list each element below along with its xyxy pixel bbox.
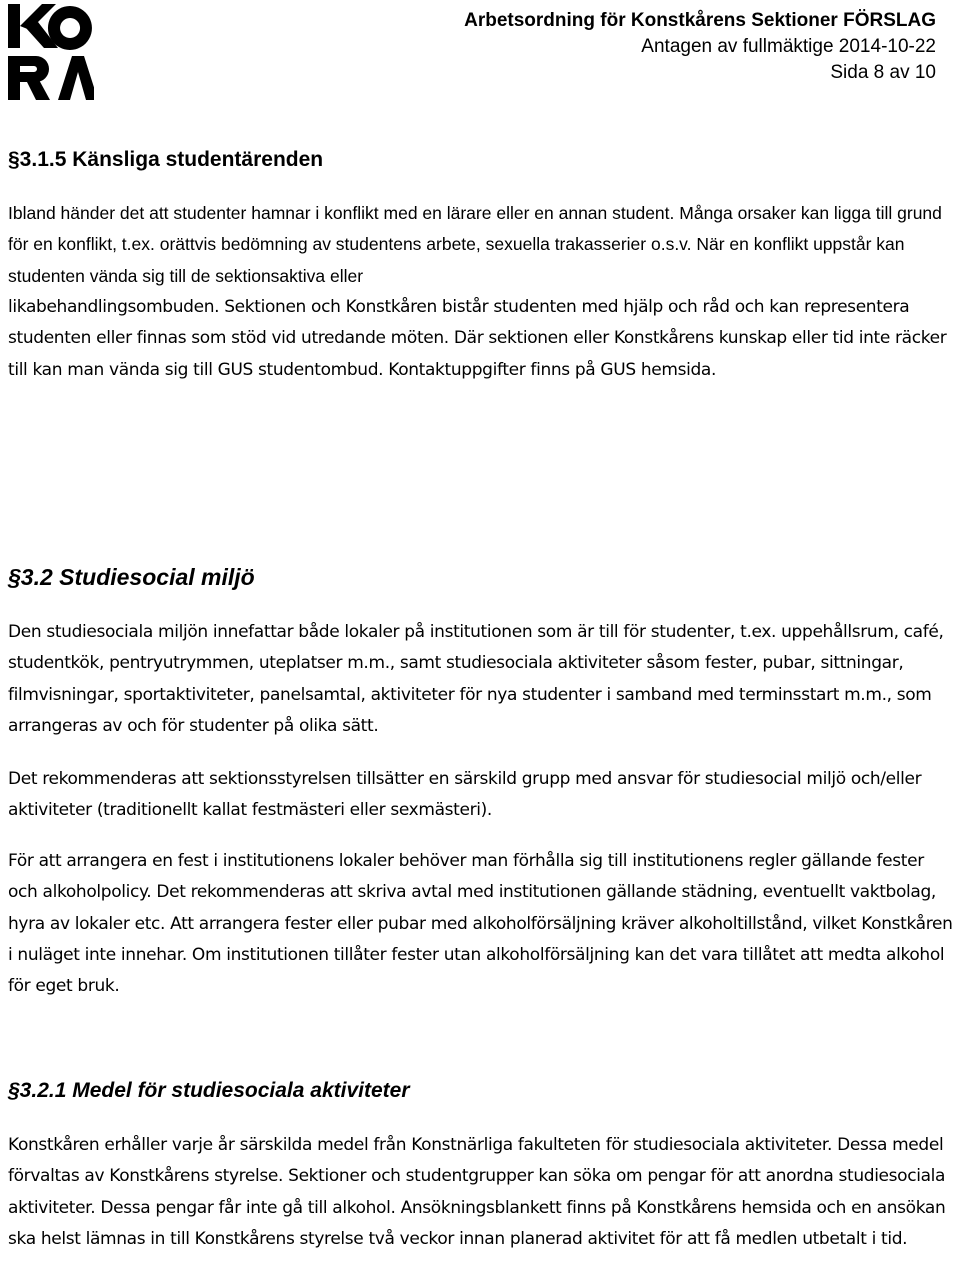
section-3-2-1 — [8, 1077, 956, 1105]
page-number: Sida 8 av 10 — [830, 62, 936, 83]
kora-logo — [8, 4, 94, 100]
paragraph: Det rekommenderas att sektionsstyrelsen tillsätter en särskild grupp med ansvar för studiesocial miljö och/eller aktiviteter (traditionellt kallat festmästeri eller sexmästeri). — [8, 769, 922, 821]
section-heading: §3.2.1 Medel för studiesociala aktiviteter — [8, 1079, 410, 1102]
adoption-date: Antagen av fullmäktige 2014-10-22 — [641, 36, 936, 57]
section-heading: §3.2 Studiesocial miljö — [8, 564, 255, 590]
section-3-1-5-body — [8, 198, 956, 292]
page-header — [464, 8, 936, 86]
section-3-2-p2 — [8, 764, 956, 827]
section-3-2-1-p1 — [8, 1130, 956, 1255]
section-3-2-p1 — [8, 617, 956, 742]
section-heading: §3.1.5 Känsliga studentärenden — [8, 148, 324, 171]
section-3-1-5-body-cont — [8, 292, 956, 386]
paragraph: Konstkåren erhåller varje år särskilda medel från Konstnärliga fakulteten för studiesociala aktiviteter. Dessa medel förvaltas av Konstkårens styrelse. Sektioner och studentgrupper kan söka om pengar för att anordna studiesociala aktiviteter. Dessa pengar får inte gå till alkohol. Ansökningsblankett finns på Konstkårens hemsida och en ansökan ska helst lämnas in till Konstkårens styrelse två veckor innan planerad aktivitet för att få medlen utbetalt i tid. — [8, 1135, 946, 1249]
paragraph: För att arrangera en fest i institutionens lokaler behöver man förhålla sig till institutionens regler gällande fester och alkoholpolicy. Det rekommenderas att skriva avtal med institutionen gällande städning, eventuellt vaktbolag, hyra av lokaler etc. Att arrangera fester eller pubar med alkoholförsäljning kräver alkoholtillstånd, vilket Konstkåren i nuläget inte innehar. Om institutionen tillåter fester utan alkoholförsäljning kan det vara tillåtet att medta alkohol för eget bruk. — [8, 851, 953, 997]
paragraph: Ibland händer det att studenter hamnar i konflikt med en lärare eller en annan student. Många orsaker kan ligga till grund för en konflikt, t.ex. orättvis bedömning av studentens arbete, sexuella trakasserier o.s.v. När en konflikt uppstår kan studenten vända sig till de sektionsaktiva eller — [8, 203, 942, 286]
section-3-2 — [8, 562, 956, 592]
document-title: Arbetsordning för Konstkårens Sektioner FÖRSLAG — [464, 10, 936, 31]
section-3-1-5 — [8, 146, 956, 174]
section-3-2-p3 — [8, 846, 956, 1002]
paragraph: Den studiesociala miljön innefattar både lokaler på institutionen som är till för studenter, t.ex. uppehållsrum, café, studentkök, pentryutrymmen, uteplatser m.m., samt studiesociala aktiviteter såsom fester, pubar, sittningar, filmvisningar, sportaktiviteter, panelsamtal, aktiviteter för nya studenter i samband med terminsstart m.m., som arrangeras av och för studenter på olika sätt. — [8, 622, 944, 736]
paragraph: likabehandlingsombuden. Sektionen och Konstkåren bistår studenten med hjälp och råd och kan representera studenten eller finnas som stöd vid utredande möten. Där sektionen eller Konstkårens kunskap eller tid inte räcker till kan man vända sig till GUS studentombud. Kontaktuppgifter finns på GUS hemsida. — [8, 297, 947, 380]
